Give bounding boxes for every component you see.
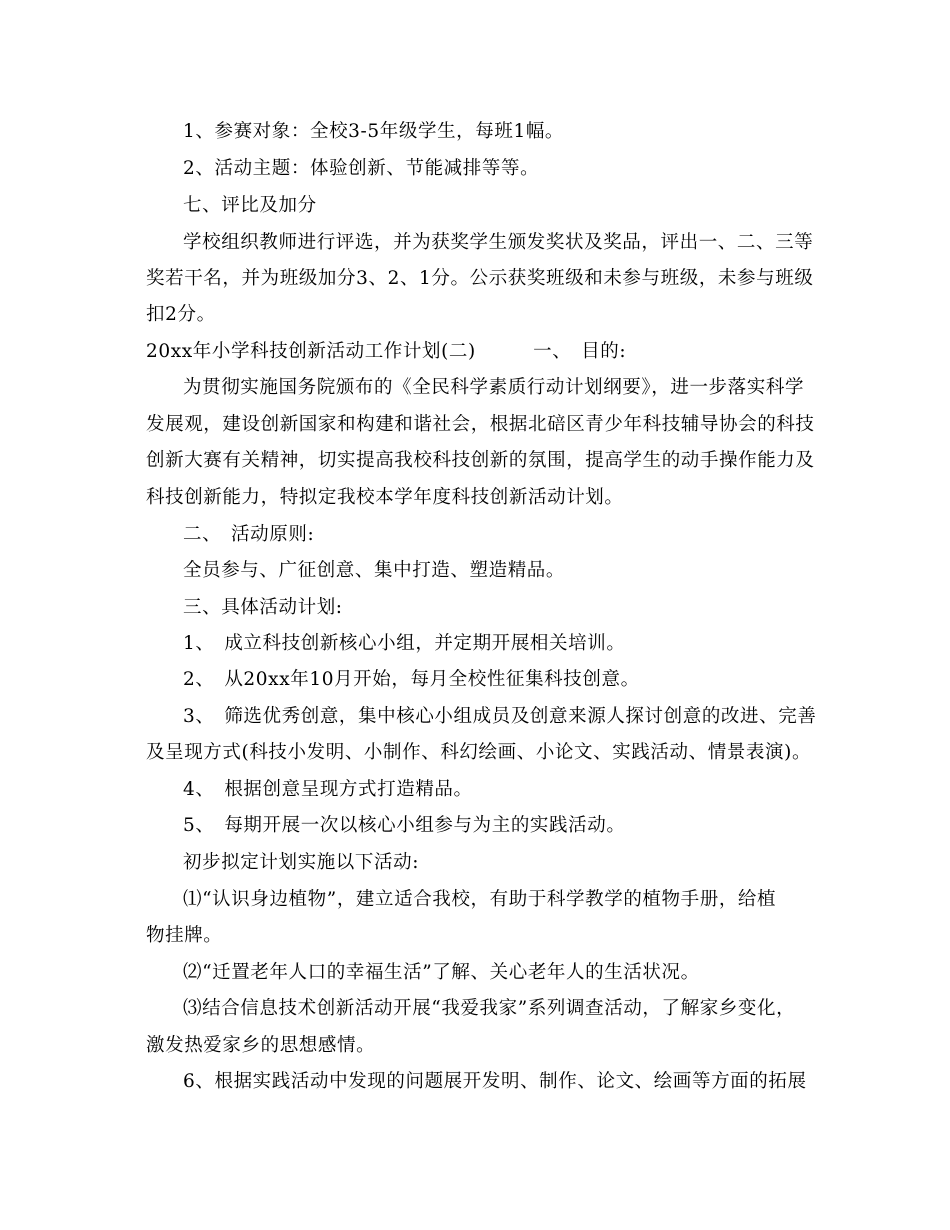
text-line: 及呈现方式(科技小发明、小制作、科幻绘画、小论文、实践活动、情景表演)。 — [146, 742, 812, 763]
text-line: 科技创新能力，特拟定我校本学年度科技创新活动计划。 — [146, 487, 624, 508]
list-item: ⑵“迁置老年人口的幸福生活”了解、关心老年人的生活状况。 — [183, 962, 700, 983]
text-line: 创新大赛有关精神，切实提高我校科技创新的氛围，提高学生的动手操作能力及 — [146, 450, 815, 471]
list-item: 4、 根据创意呈现方式打造精品。 — [183, 779, 473, 800]
text-line: 学校组织教师进行评选，并为获奖学生颁发奖状及奖品，评出一、二、三等 — [183, 232, 814, 253]
section-heading: 二、 活动原则: — [183, 524, 315, 545]
text-line: 为贯彻实施国务院颁布的《全民科学素质行动计划纲要》，进一步落实科学 — [183, 377, 805, 398]
list-item: 1、 成立科技创新核心小组，并定期开展相关培训。 — [183, 633, 626, 654]
text-line: 扣2分。 — [146, 304, 216, 325]
list-item: 3、 筛选优秀创意，集中核心小组成员及创意来源人探讨创意的改进、完善 — [183, 706, 817, 727]
text-line: 2、活动主题：体验创新、节能减排等等。 — [183, 158, 540, 179]
list-item: 5、 每期开展一次以核心小组参与为主的实践活动。 — [183, 815, 626, 836]
text-line: 1、参赛对象：全校3-5年级学生，每班1幅。 — [183, 121, 565, 142]
text-line: 发展观，建设创新国家和构建和谐社会，根据北碚区青少年科技辅导协会的科技 — [146, 414, 815, 435]
text-line: 奖若干名，并为班级加分3、2、1分。公示获奖班级和未参与班级，未参与班级 — [146, 268, 814, 289]
text-line: 激发热爱家乡的思想感情。 — [146, 1035, 376, 1056]
text-line: 物挂牌。 — [146, 925, 223, 946]
document-title-line: 20xx年小学科技创新活动工作计划(二) 一、 目的: — [146, 341, 627, 362]
text-line: 初步拟定计划实施以下活动: — [183, 852, 420, 873]
list-item: ⑴“认识身边植物”，建立适合我校，有助于科学教学的植物手册，给植 — [183, 889, 777, 910]
section-heading: 三、具体活动计划: — [183, 597, 343, 618]
list-item: 2、 从20xx年10月开始，每月全校性征集科技创意。 — [183, 669, 640, 690]
text-line: 全员参与、广征创意、集中打造、塑造精品。 — [183, 560, 566, 581]
section-heading: 七、评比及加分 — [183, 195, 317, 216]
list-item: 6、根据实践活动中发现的问题展开发明、制作、论文、绘画等方面的拓展 — [183, 1071, 807, 1092]
list-item: ⑶结合信息技术创新活动开展“我爱我家”系列调查活动，了解家乡变化， — [183, 998, 796, 1019]
